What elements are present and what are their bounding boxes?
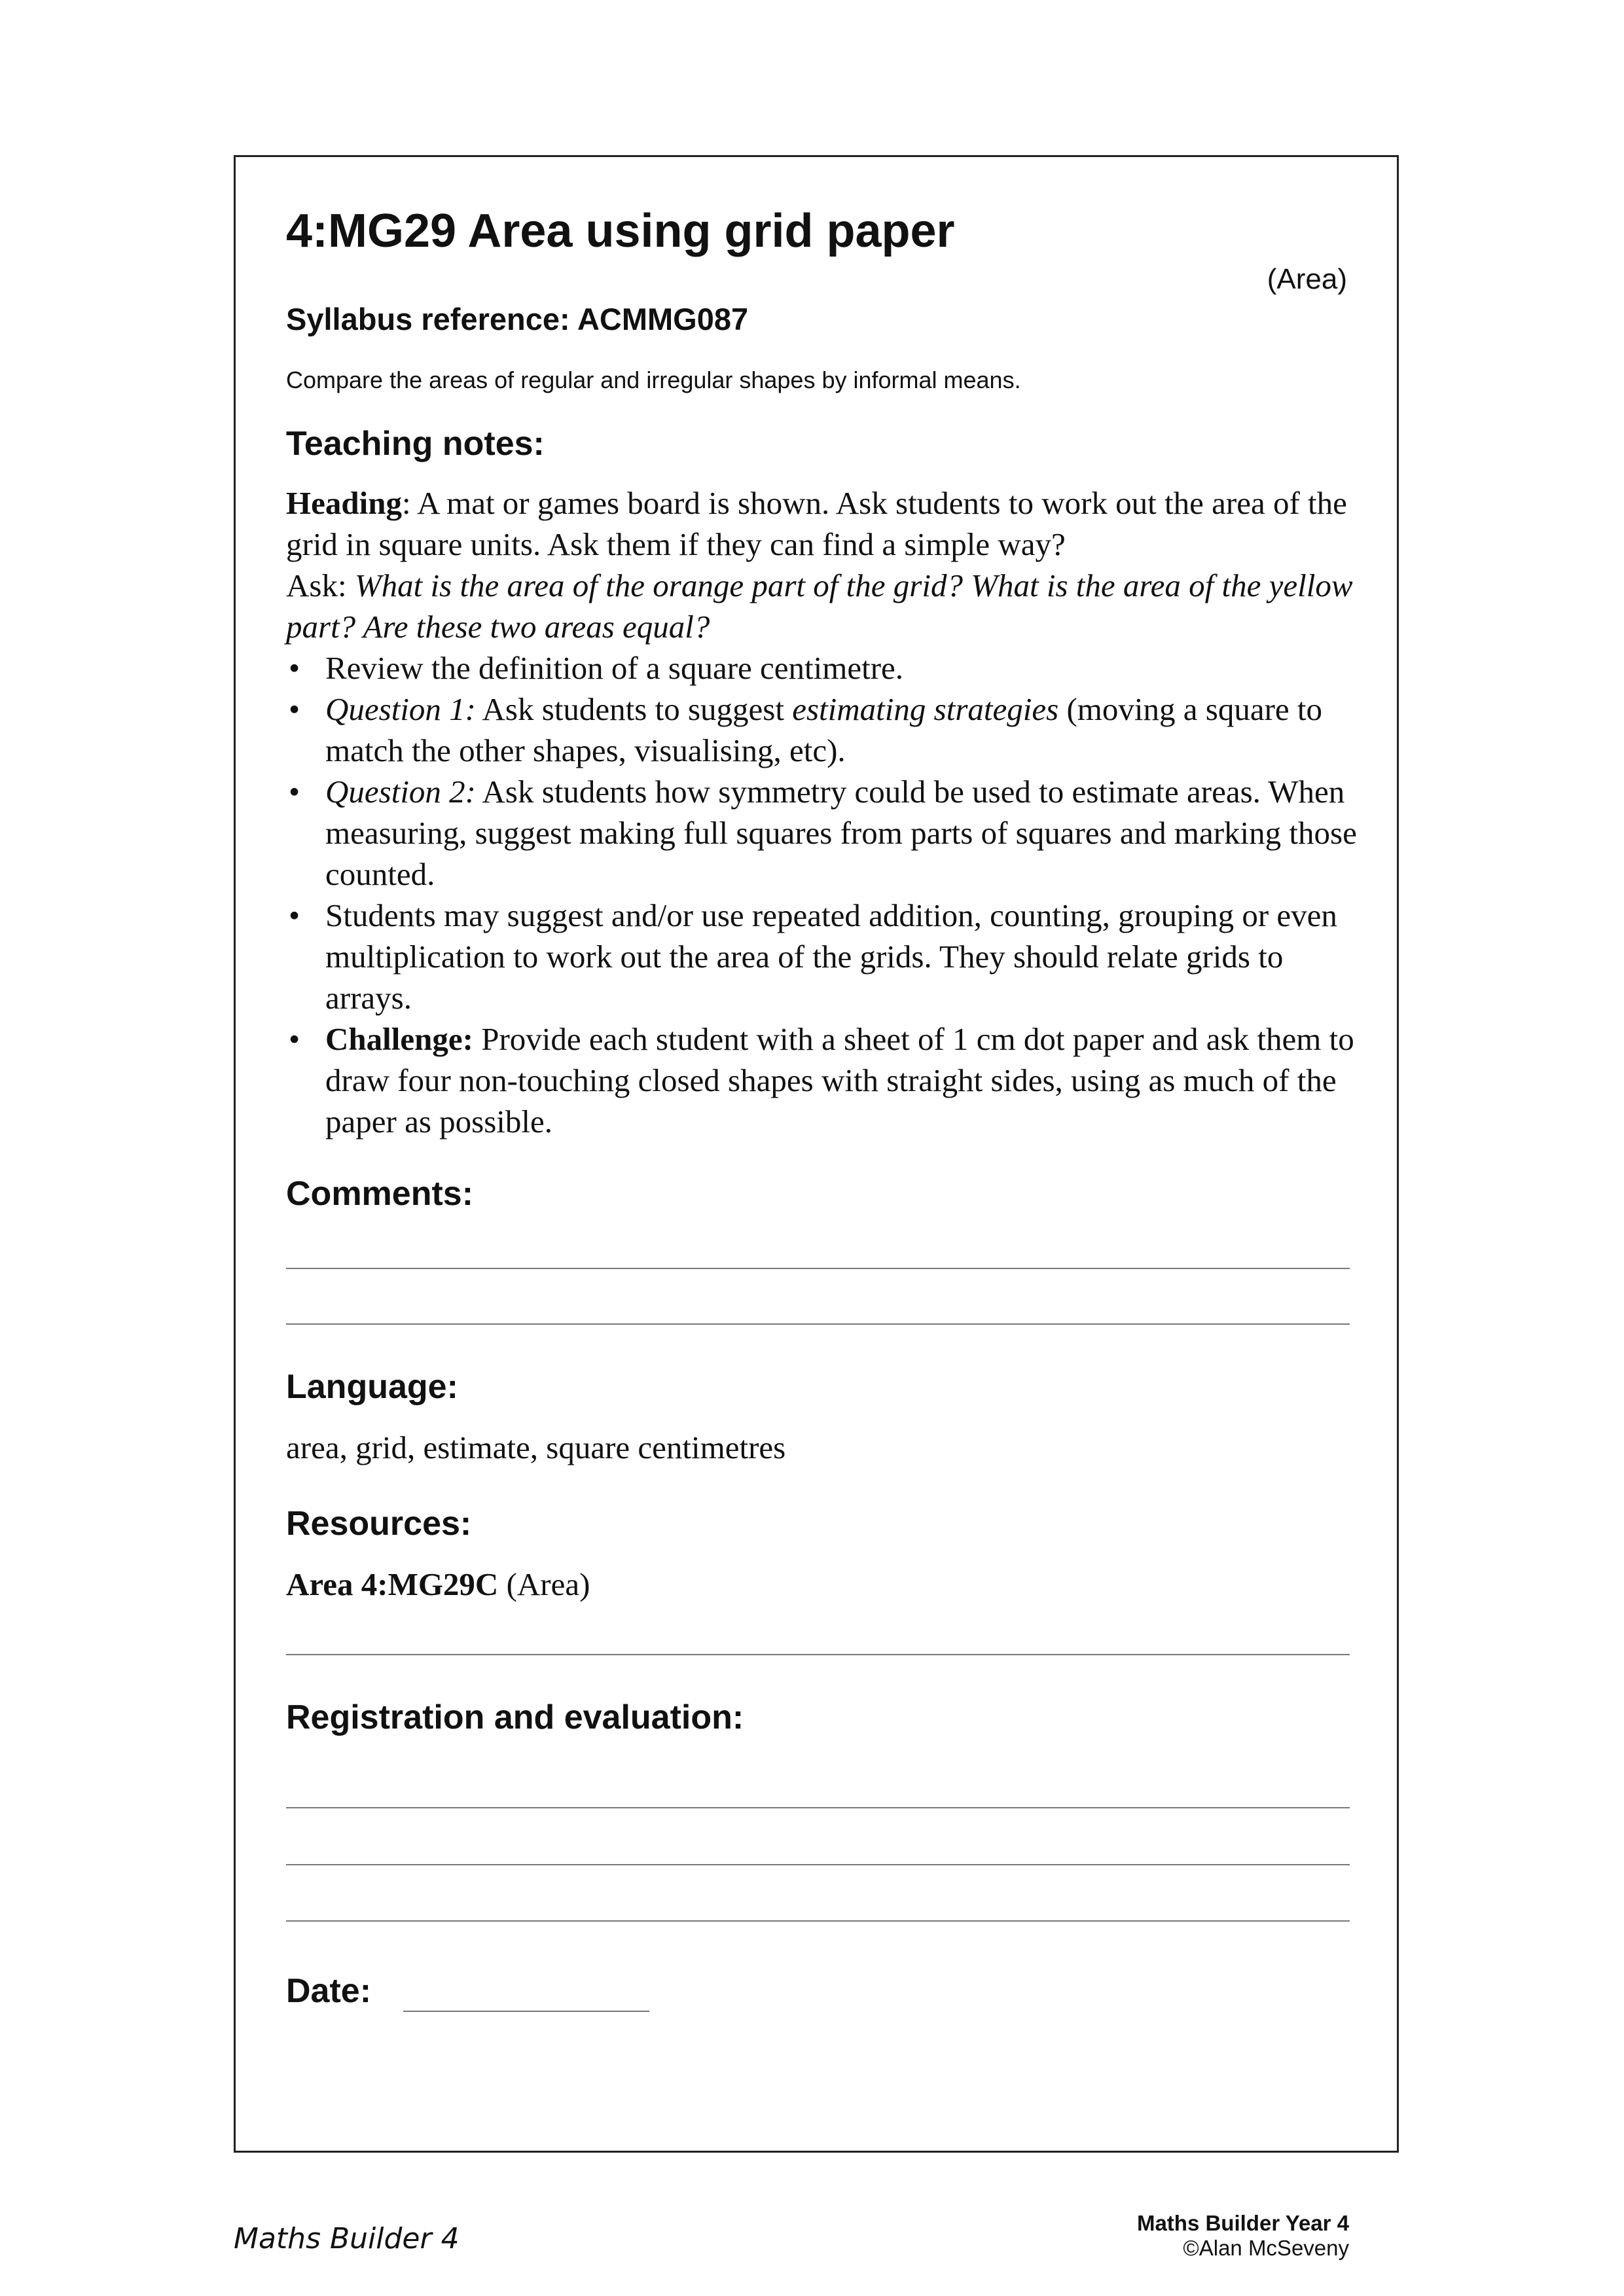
heading-paragraph: [286, 482, 1360, 565]
bullet-icon: •: [289, 1021, 300, 1057]
list-item: [286, 895, 1360, 1018]
registration-line: [286, 1807, 1350, 1808]
resources-heading: Resources:: [286, 1505, 472, 1543]
resource-code: Area 4:MG29C: [286, 1566, 499, 1602]
bullet-icon: •: [289, 774, 300, 810]
notes-list: [286, 647, 1360, 1142]
date-label: Date:: [286, 1972, 372, 2010]
ask-label: Ask:: [286, 567, 355, 603]
comments-line: [286, 1323, 1350, 1325]
list-item: [286, 647, 1360, 689]
bullet-text: Students may suggest and/or use repeated addition, counting, grouping or even multiplication to work out the area of the grids. They should relate grids to arrays.: [325, 897, 1337, 1016]
bullet-text: Ask students to suggest: [476, 691, 793, 727]
question-label: Question 2:: [325, 774, 476, 810]
bullet-emphasis: estimating strategies: [792, 691, 1059, 727]
bullet-text: Review the definition of a square centimetre.: [325, 650, 904, 686]
intro-text: Compare the areas of regular and irregular shapes by informal means.: [286, 367, 1021, 393]
list-item: [286, 771, 1360, 895]
challenge-label: Challenge:: [325, 1021, 473, 1057]
resources-line: [286, 1654, 1350, 1655]
syllabus-reference: Syllabus reference: ACMMG087: [286, 302, 749, 336]
strand-tag: (Area): [1267, 263, 1347, 295]
registration-line: [286, 1864, 1350, 1865]
registration-line: [286, 1920, 1350, 1922]
bullet-icon: •: [289, 691, 300, 727]
bullet-text: Ask students how symmetry could be used to estimate areas. When measuring, suggest making full squares from parts of squares and marking those counted.: [325, 774, 1357, 892]
footer-copyright: ©Alan McSeveny: [1183, 2236, 1349, 2260]
ask-paragraph: [286, 565, 1360, 647]
list-item: [286, 1018, 1360, 1142]
footer-title: Maths Builder Year 4: [1136, 2211, 1349, 2235]
footer-book-name: Maths Builder 4: [234, 2222, 460, 2255]
comments-heading: Comments:: [286, 1175, 474, 1213]
language-text: area, grid, estimate, square centimetres: [286, 1429, 786, 1465]
page-title: 4:MG29 Area using grid paper: [286, 205, 955, 257]
resources-item: [286, 1566, 590, 1603]
bullet-text: Provide each student with a sheet of 1 cm dot paper and ask them to draw four non-touching closed shapes with straight sides, using as much of the paper as possible.: [325, 1021, 1354, 1139]
resource-type: (Area): [498, 1566, 590, 1602]
bullet-icon: •: [289, 897, 300, 933]
footer-credit: [1137, 2211, 1349, 2261]
bullet-icon: •: [289, 650, 300, 686]
heading-text: : A mat or games board is shown. Ask students to work out the area of the grid in square units. Ask them if they can find a simple way?: [286, 485, 1347, 562]
bullet-text: (moving a square to match the other shapes, visualising, etc).: [325, 691, 1322, 768]
date-line: [403, 2011, 649, 2012]
ask-questions: What is the area of the orange part of the grid? What is the area of the yellow part? Are these two areas equal?: [286, 567, 1353, 645]
registration-heading: Registration and evaluation:: [286, 1698, 744, 1736]
comments-line: [286, 1268, 1350, 1269]
language-heading: Language:: [286, 1368, 458, 1406]
teaching-notes-body: [286, 482, 1360, 1142]
heading-label: Heading: [286, 485, 402, 521]
list-item: [286, 689, 1360, 771]
question-label: Question 1:: [325, 691, 476, 727]
teaching-notes-heading: Teaching notes:: [286, 425, 545, 463]
